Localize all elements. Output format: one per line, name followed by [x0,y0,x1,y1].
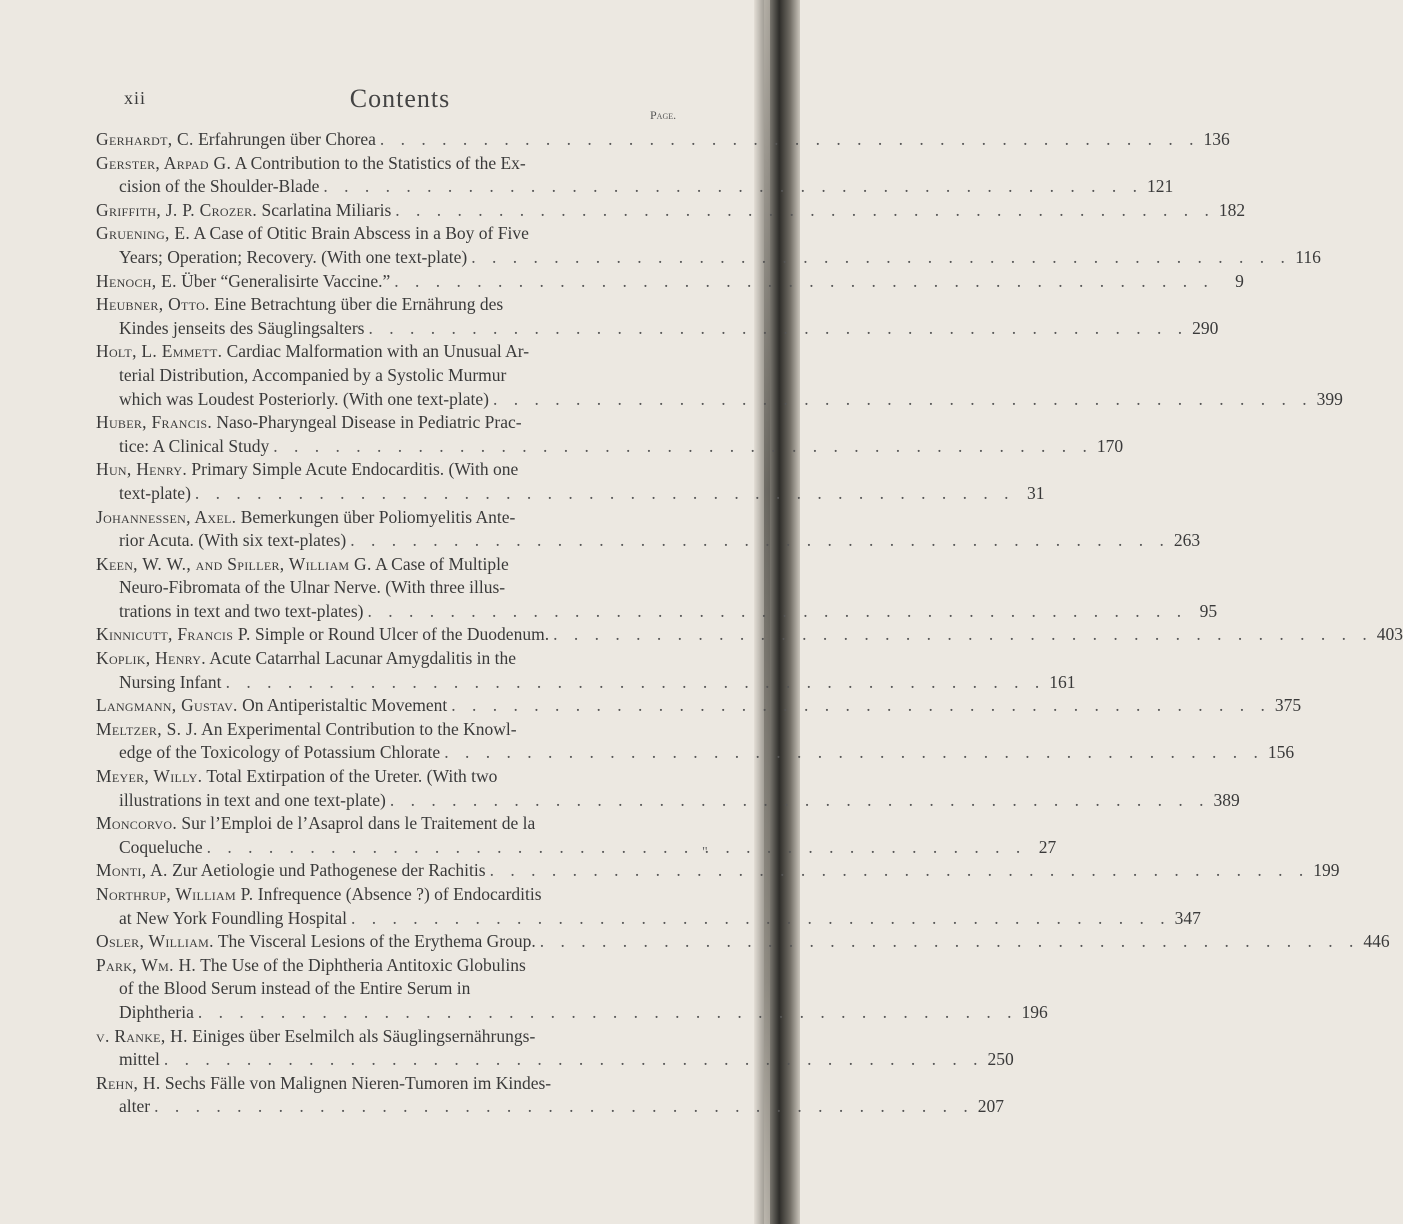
dot-leader [368,317,1188,341]
entry-line [96,765,686,789]
entry-line [96,647,686,671]
entry-title: which was Loudest Posteriorly. (With one text-plate) [119,388,489,409]
entry-title: text-plate) [119,482,191,503]
contents-entry [96,270,1244,294]
entry-author: Kinnicutt, Francis P. [96,624,251,645]
entry-line [96,506,686,530]
entry-title: at New York Foundling Hospital [119,907,347,928]
entry-page-number: 170 [1096,435,1124,456]
entry-text [96,458,518,482]
entry-text [96,293,503,317]
entry-line [96,907,1201,931]
entry-page-number: 27 [1038,836,1057,857]
dot-leader [198,1001,1018,1025]
entry-line [96,222,686,246]
entry-line [96,789,1240,813]
entry-text [96,647,516,671]
entry-page-number: 375 [1274,695,1302,716]
entry-author: Griffith, J. P. Crozer. [96,199,258,220]
entry-title: Coqueluche [119,836,203,857]
entry-title: Total Extirpation of the Ureter. (With two [206,766,498,787]
entry-line [96,435,1124,459]
contents-entry [96,340,1343,411]
dot-leader [273,435,1093,459]
entry-line [96,128,1230,152]
contents-entry [96,1072,1004,1119]
entry-author: Monti, A. [96,860,168,881]
entry-title: The Visceral Lesions of the Erythema Group. [217,931,536,952]
entry-line [96,718,686,742]
entry-text [96,1072,551,1096]
entry-line [96,553,686,577]
dot-leader [380,128,1200,152]
contents-entry [96,128,1230,152]
entry-page-number: 389 [1213,789,1240,810]
entry-page-number: 250 [987,1049,1014,1070]
entry-title: Zur Aetiologie und Pathogenese der Rachitis [172,860,486,881]
entry-line [96,883,686,907]
entry-title: Einiges über Eselmilch als Säuglingsernährungs- [192,1025,536,1046]
entry-text [119,600,363,624]
entry-author: Osler, William. [96,931,214,952]
contents-entry [96,1025,1014,1072]
entry-line [96,859,1340,883]
entry-author: Holt, L. Emmett. [96,341,223,362]
entry-text [119,175,319,199]
entry-line [96,246,1321,270]
entry-page-number: 9 [1235,270,1244,291]
entry-text [119,907,347,931]
entry-line [96,293,686,317]
entry-text [96,930,536,954]
dot-leader [207,836,1027,860]
entry-line [96,1048,1014,1072]
dot-leader [154,1095,974,1119]
entry-line [96,411,686,435]
dot-leader [195,482,1015,506]
entry-title: Neuro-Fibromata of the Ulnar Nerve. (With three illus- [119,577,506,598]
entry-text [119,1001,194,1025]
entry-text [119,364,506,388]
entry-page-number: 403 [1376,624,1403,645]
contents-entry [96,458,1045,505]
entry-title: Primary Simple Acute Endocarditis. (With one [191,459,519,480]
contents-entry [96,506,1201,553]
entry-title: A Case of Multiple [375,553,509,574]
entry-title: A Contribution to the Statistics of the Ex- [234,152,526,173]
entry-page-number: 116 [1295,246,1321,267]
entry-title: A Case of Otitic Brain Abscess in a Boy of Five [193,223,529,244]
entry-title: Bemerkungen über Poliomyelitis Ante- [240,506,516,527]
entry-line [96,175,1174,199]
entry-author: Meyer, Willy. [96,766,203,787]
entry-title: edge of the Toxicology of Potassium Chlorate [119,742,441,763]
entry-text [119,482,191,506]
entry-line [96,576,686,600]
entry-page-number: 95 [1199,600,1218,621]
dot-leader [226,671,1046,695]
contents-entry [96,718,1295,765]
running-head [0,84,800,118]
contents-entry [96,553,1218,624]
entry-text [96,152,526,176]
entry-title: Simple or Round Ulcer of the Duodenum. [255,624,550,645]
entry-text [96,340,529,364]
entry-page-number: 136 [1203,129,1230,149]
dot-leader [540,930,1360,954]
entry-title: Sechs Fälle von Malignen Nieren-Tumoren im Kindes- [164,1072,552,1093]
entry-page-number: 182 [1218,199,1246,220]
entry-text [119,388,489,412]
contents-entry [96,293,1219,340]
entry-title: illustrations in text and one text-plate) [119,789,386,810]
dot-leader [390,789,1210,813]
entry-page-number: 290 [1192,317,1219,338]
entry-text [119,529,346,553]
entry-page-number: 161 [1049,671,1076,692]
entry-text [96,694,447,718]
page-title: Contents [349,84,451,113]
entry-line [96,954,686,978]
entry-text [96,859,486,883]
entry-page-number: 399 [1316,388,1343,409]
entry-text [119,576,505,600]
entry-text [96,270,390,294]
entry-author: Northrup, William P. [96,884,254,904]
entry-line [96,977,686,1001]
entry-line [96,317,1219,341]
entry-text [96,553,509,577]
entry-author: Koplik, Henry. [96,648,206,669]
dot-leader [164,1048,984,1072]
entry-text [96,199,391,223]
entry-title: mittel [119,1049,160,1070]
entry-page-number: 196 [1021,1001,1048,1022]
entry-text [96,812,535,836]
entry-text [96,128,376,152]
dot-leader [323,175,1143,199]
entry-page-number: 207 [977,1096,1004,1117]
entry-text [96,411,522,435]
entry-title: Years; Operation; Recovery. (With one text-plate) [119,246,468,267]
entry-author: Henoch, E. [96,270,177,291]
entry-author: Langmann, Gustav. [96,695,238,716]
contents-entry [96,859,1340,883]
entry-title: An Experimental Contribution to the Knowl- [201,718,517,739]
page-column-label: Page. [650,108,677,122]
entry-text [96,1025,535,1049]
entry-title: The Use of the Diphtheria Antitoxic Globulins [200,954,526,975]
dot-leader [493,388,1313,412]
entry-line [96,1001,1048,1025]
entry-text [96,954,526,978]
entry-title: trations in text and two text-plates) [119,600,364,621]
contents-entry [96,222,1321,269]
entry-line [96,152,686,176]
entry-line [96,1095,1004,1119]
entry-line [96,623,1403,647]
entry-title: Nursing Infant [119,671,222,692]
dot-leader [444,741,1264,765]
entry-line [96,812,686,836]
entry-text [96,222,529,246]
entry-line [96,1025,686,1049]
entry-title: Über “Generalisirte Vaccine.” [181,270,391,291]
entry-title: Erfahrungen über Chorea [198,129,376,149]
entry-author: Gruening, E. [96,223,191,244]
entry-author: Meltzer, S. J. [96,718,198,739]
entry-page-number: 31 [1027,482,1045,503]
entry-title: Eine Betrachtung über die Ernährung des [214,294,504,315]
entry-text [96,506,515,530]
entry-title: rior Acuta. (With six text-plates) [119,530,347,551]
entry-title: Scarlatina Miliaris [261,199,392,220]
entry-title: of the Blood Serum instead of the Entire Serum in [119,978,471,999]
entry-title: Sur l’Emploi de l’Asaprol dans le Traitement de la [181,813,536,834]
entry-title: Infrequence (Absence ?) of Endocarditis [257,884,542,904]
contents-entry [96,623,1403,647]
contents-entry [96,411,1124,458]
entry-title: cision of the Shoulder-Blade [119,176,320,197]
entry-text [96,718,517,742]
entry-title: Acute Catarrhal Lacunar Amygdalitis in the [209,648,516,669]
dot-leader [553,623,1373,647]
entry-title: Naso-Pharyngeal Disease in Pediatric Prac- [216,412,522,433]
entry-line [96,1072,686,1096]
entry-title: alter [119,1096,151,1117]
dot-leader [367,600,1187,624]
contents-entry [96,199,1246,223]
dot-leader [394,270,1214,294]
dot-leader [451,694,1271,718]
entry-text [119,246,467,270]
entry-text [119,1095,150,1119]
entry-text [119,435,269,459]
entry-title: On Antiperistaltic Movement [242,695,448,716]
dot-leader [490,859,1310,883]
entry-author: Moncorvo. [96,813,178,834]
entry-text [119,789,386,813]
entry-page-number: 446 [1363,931,1390,952]
contents-entry [96,647,1076,694]
entry-line [96,199,1246,223]
contents-entry [96,930,1390,954]
entry-line [96,741,1295,765]
dot-leader [471,246,1291,270]
entry-text [119,671,222,695]
entry-line [96,270,1244,294]
entry-text [96,623,549,647]
entry-text [96,765,497,789]
entry-line [96,458,686,482]
entry-line [96,529,1201,553]
entry-author: Keen, W. W., and Spiller, William G. [96,553,372,574]
dot-leader [350,529,1170,553]
entry-text [119,977,470,1001]
entry-title: Diphtheria [119,1001,194,1022]
entry-text [96,883,542,907]
entry-title: tice: A Clinical Study [119,435,270,456]
entry-author: Heubner, Otto. [96,294,210,315]
entry-line [96,930,1390,954]
entry-page-number: 347 [1174,907,1201,928]
entry-page-number: 121 [1147,176,1174,197]
entry-line [96,482,1045,506]
contents-entry [96,812,1057,859]
entry-line [96,388,1343,412]
entry-author: Gerhardt, C. [96,129,194,149]
entry-page-number: 263 [1173,530,1201,551]
entry-author: Hun, Henry. [96,459,188,480]
dot-leader [351,907,1171,931]
contents-entry [96,883,1201,930]
entry-line [96,340,686,364]
entry-page-number: 156 [1267,742,1295,763]
entry-text [119,741,440,765]
dot-leader [395,199,1215,223]
entry-author: Rehn, H. [96,1072,161,1093]
contents-entry [96,694,1302,718]
entry-author: Huber, Francis. [96,412,213,433]
entry-line [96,694,1302,718]
entry-title: Cardiac Malformation with an Unusual Ar- [226,341,530,362]
entry-page-number: 199 [1313,860,1340,881]
contents-list [96,128,1403,1119]
entry-author: Park, Wm. H. [96,954,197,975]
entry-author: Gerster, Arpad G. [96,152,232,173]
entry-text [119,1048,160,1072]
entry-line [96,671,1076,695]
entry-text [119,317,364,341]
entry-line [96,836,1057,860]
entry-title: Kindes jenseits des Säuglingsalters [119,317,365,338]
entry-line [96,364,686,388]
entry-title: terial Distribution, Accompanied by a Systolic Murmur [119,364,507,385]
contents-entry [96,954,1048,1025]
page-number: xii [124,88,147,108]
entry-text [119,836,203,860]
stray-mark: " [702,845,708,860]
entry-author: v. Ranke, H. [96,1025,188,1046]
entry-line [96,600,1218,624]
contents-entry [96,152,1174,199]
entry-author: Johannessen, Axel. [96,506,237,527]
contents-entry [96,765,1240,812]
